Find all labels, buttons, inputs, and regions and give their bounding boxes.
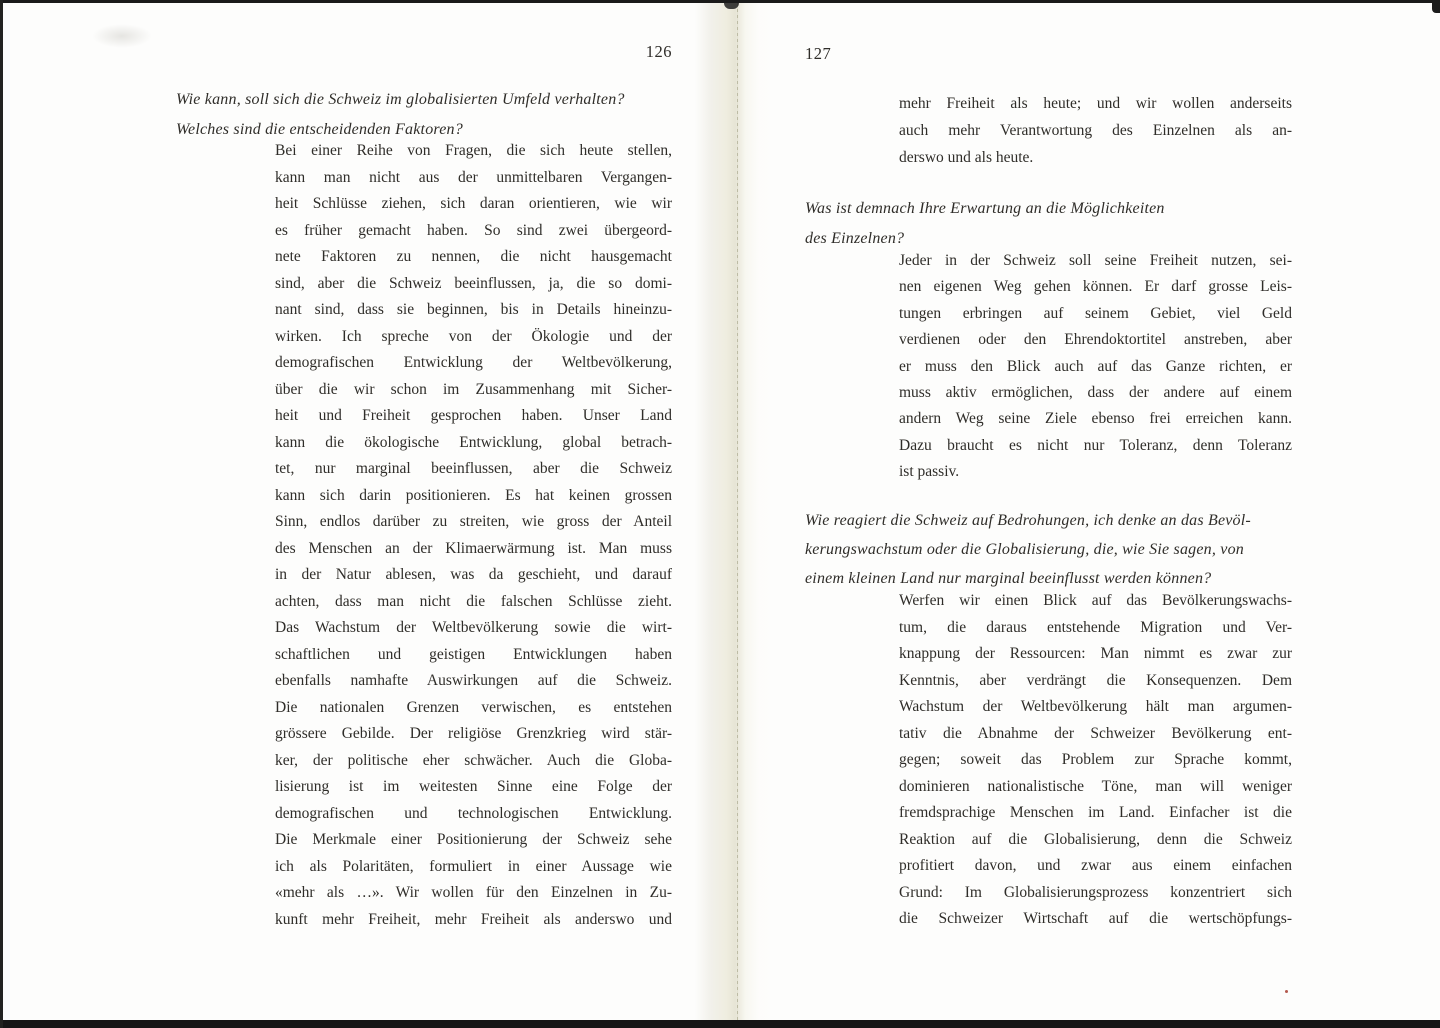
- red-speck: [1285, 990, 1288, 993]
- book-spine-gutter: [695, 3, 775, 1020]
- text-line: tativ die Abnahme der Schweizer Bevölkerung ent-: [899, 724, 1292, 742]
- text-line: über die wir schon im Zusammenhang mit Sicher-: [275, 380, 672, 398]
- text-line: es früher gemacht haben. So sind zwei übergeord-: [275, 221, 672, 239]
- text-line: «mehr als …». Wir wollen für den Einzelnen in Zu-: [275, 884, 672, 901]
- text-line: Kenntnis, aber verdrängt die Konsequenzen. Dem: [899, 671, 1292, 689]
- text-line: ebenfalls namhafte Auswirkungen auf die Schweiz.: [275, 672, 672, 689]
- text-line: kann man nicht aus der unmittelbaren Vergangen-: [275, 168, 672, 186]
- answer-paragraph: [899, 588, 1292, 933]
- text-line: knappung der Ressourcen: Man nimmt es zwar zur: [899, 645, 1292, 662]
- text-line: Die Merkmale einer Positionierung der Schweiz sehe: [275, 831, 672, 848]
- text-line: profitiert davon, und zwar aus einem einfachen: [899, 857, 1292, 874]
- page-number-right: 127: [805, 44, 832, 63]
- text-line: fremdsprachige Menschen im Land. Einfacher ist die: [899, 804, 1292, 821]
- photo-edge-bottom: [0, 1020, 1440, 1028]
- text-line: tet, nur marginal beeinflussen, aber die Schweiz: [275, 460, 672, 477]
- text-line: tungen erbringen auf seinem Gebiet, viel Geld: [899, 304, 1292, 322]
- text-line: des Einzelnen?: [805, 230, 905, 247]
- text-line: nete Faktoren zu nennen, die nicht hausgemacht: [275, 248, 672, 265]
- text-line: demografischen Entwicklung der Weltbevölkerung,: [275, 354, 672, 371]
- photo-edge-left: [0, 0, 3, 1028]
- page-edge-stack: [3, 3, 37, 1020]
- text-line: die Schweizer Wirtschaft auf die wertschöpfungs-: [899, 910, 1292, 927]
- paper-smudge: [92, 24, 152, 48]
- text-line: heit Schlüsse ziehen, sich daran orientieren, wie wir: [275, 195, 672, 212]
- question-paragraph: [805, 194, 1297, 254]
- text-line: dominieren nationalistische Töne, man will weniger: [899, 777, 1292, 795]
- text-line: ist passiv.: [899, 463, 960, 481]
- text-line: Grund: Im Globalisierungsprozess konzentriert sich: [899, 883, 1292, 901]
- text-line: sind, aber die Schweiz beeinflussen, ja, die so domi-: [275, 274, 672, 292]
- text-line: lisierung ist im weitesten Sinne eine Folge der: [275, 778, 672, 795]
- text-line: Jeder in der Schweiz soll seine Freiheit nutzen, sei-: [899, 252, 1292, 269]
- text-line: muss aktiv ermöglichen, dass der andere auf einem: [899, 383, 1292, 401]
- text-line: Was ist demnach Ihre Erwartung an die Möglichkeiten: [805, 200, 1165, 217]
- text-line: kerungswachstum oder die Globalisierung, die, wie Sie sagen, von: [805, 541, 1244, 558]
- text-line: des Menschen an der Klimaerwärmung ist. Man muss: [275, 539, 672, 557]
- text-line: schaftlichen und geistigen Entwicklungen haben: [275, 645, 672, 663]
- answer-paragraph: [899, 248, 1292, 486]
- answer-paragraph: [275, 138, 672, 933]
- text-line: kunft mehr Freiheit, mehr Freiheit als anderswo und: [275, 910, 672, 928]
- page-number-left: 126: [645, 42, 672, 61]
- text-line: mehr Freiheit als heute; und wir wollen anderseits: [899, 95, 1292, 112]
- text-line: auch mehr Verantwortung des Einzelnen als an-: [899, 122, 1292, 139]
- text-line: Wachstum der Weltbevölkerung hält man argumen-: [899, 698, 1292, 715]
- text-line: Wie reagiert die Schweiz auf Bedrohungen, ich denke an das Bevöl-: [805, 512, 1251, 529]
- text-line: derswo und als heute.: [899, 149, 1034, 166]
- text-line: Das Wachstum der Weltbevölkerung sowie die wirt-: [275, 619, 672, 636]
- text-line: Sinn, endlos darüber zu streiten, wie gross der Anteil: [275, 513, 672, 530]
- photo-edge-top: [0, 0, 1440, 3]
- text-line: kann sich darin positionieren. Es hat keinen grossen: [275, 486, 672, 504]
- text-line: Reaktion auf die Globalisierung, denn die Schweiz: [899, 830, 1292, 848]
- text-line: demografischen und technologischen Entwicklung.: [275, 804, 672, 822]
- text-line: Werfen wir einen Blick auf das Bevölkerungswachs-: [899, 592, 1292, 609]
- text-line: Bei einer Reihe von Fragen, die sich heute stellen,: [275, 142, 672, 159]
- text-line: ker, der politische eher schwächer. Auch die Globa-: [275, 751, 672, 769]
- text-line: andern Weg seine Ziele ebenso frei erreichen kann.: [899, 410, 1292, 428]
- text-line: wirken. Ich spreche von der Ökologie und der: [275, 327, 672, 345]
- text-line: Welches sind die entscheidenden Faktoren?: [176, 121, 463, 138]
- text-line: Die nationalen Grenzen verwischen, es entstehen: [275, 698, 672, 716]
- text-line: verdienen oder den Ehrendoktortitel anstreben, aber: [899, 331, 1292, 349]
- text-line: in der Natur ablesen, was da geschieht, und darauf: [275, 566, 672, 583]
- text-line: gegen; soweit das Problem zur Sprache kommt,: [899, 751, 1292, 768]
- question-paragraph: [176, 85, 676, 145]
- text-line: einem kleinen Land nur marginal beeinflusst werden können?: [805, 570, 1212, 587]
- photo-corner-top-right: [1432, 0, 1440, 13]
- text-line: ich als Polaritäten, formuliert in einer Aussage wie: [275, 857, 672, 875]
- text-line: Wie kann, soll sich die Schweiz im globalisierten Umfeld verhalten?: [176, 91, 625, 108]
- text-line: Dazu braucht es nicht nur Toleranz, denn Toleranz: [899, 436, 1292, 454]
- text-line: nen eigenen Weg gehen können. Er darf grosse Leis-: [899, 278, 1292, 296]
- text-line: grössere Gebilde. Der religiöse Grenzkrieg wird stär-: [275, 725, 672, 742]
- text-line: tum, die daraus entstehende Migration und Ver-: [899, 618, 1292, 636]
- text-line: nant sind, dass sie beginnen, bis in Details hineinzu-: [275, 301, 672, 318]
- question-paragraph: [805, 506, 1297, 593]
- text-line: achten, dass man nicht die falschen Schlüsse zieht.: [275, 592, 672, 610]
- text-line: er muss den Blick auch auf das Ganze richten, er: [899, 357, 1292, 375]
- text-line: heit und Freiheit gesprochen haben. Unser Land: [275, 407, 672, 424]
- text-line: kann die ökologische Entwicklung, global betrach-: [275, 433, 672, 451]
- answer-paragraph: [899, 90, 1292, 171]
